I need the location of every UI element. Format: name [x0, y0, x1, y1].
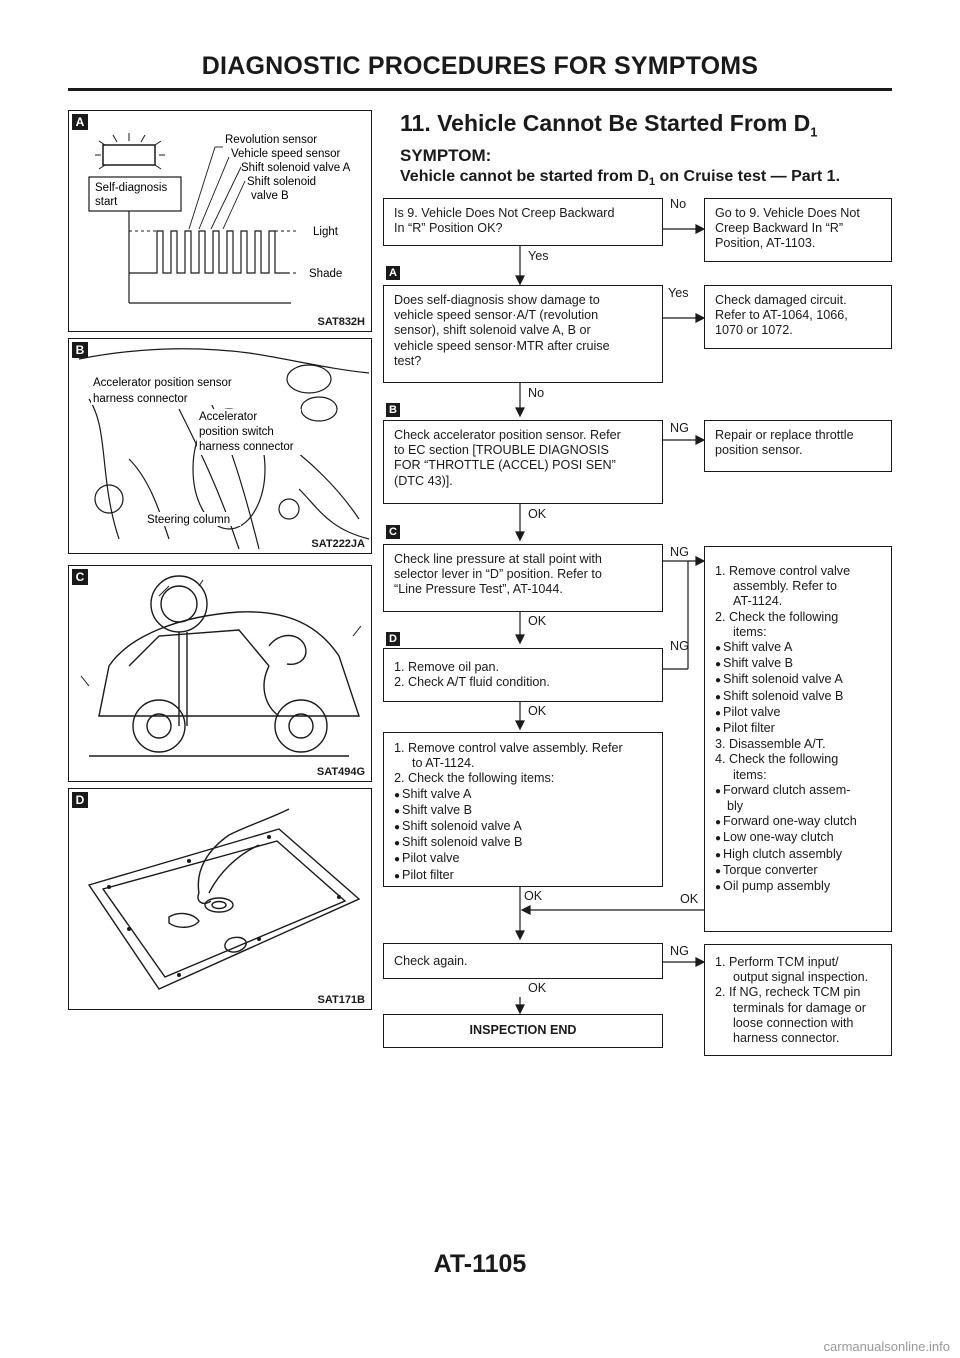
step-creep-backward-check: [383, 198, 663, 246]
bullet-text: Shift valve B: [402, 802, 473, 817]
figure-letter-c: C: [72, 569, 88, 585]
text-line: 3. Disassemble A/T.: [715, 737, 826, 752]
result-tcm-inspection: [704, 944, 892, 1056]
bullet-item: [394, 851, 654, 867]
bullet-icon: ●: [715, 643, 722, 655]
symptom-text-post: on Cruise test — Part 1.: [655, 168, 841, 185]
text-line: Does self-diagnosis show damage to: [394, 293, 600, 307]
text-line: 2. Check the following: [715, 609, 839, 624]
branch-label-ok: OK: [528, 981, 547, 995]
text-line: 2. If NG, recheck TCM pin: [715, 985, 861, 1000]
branch-label-ng: NG: [670, 421, 689, 435]
label-shade: Shade: [309, 268, 343, 280]
bullet-item: [715, 721, 883, 737]
text-line: Position, AT-1103.: [715, 236, 816, 251]
symptom-text-subscript: 1: [648, 176, 656, 189]
text-line: terminals for damage or: [733, 1000, 866, 1015]
symptom-heading: SYMPTOM:: [400, 146, 492, 165]
step-letter-d: D: [386, 632, 400, 646]
branch-label-yes: Yes: [528, 249, 549, 263]
bullet-text: Low one-way clutch: [723, 830, 834, 845]
bullet-icon: ●: [715, 707, 722, 719]
figure-code-d: SAT171B: [317, 994, 365, 1006]
bullet-icon: ●: [715, 833, 722, 845]
text-line: 4. Check the following: [715, 752, 839, 767]
step-letter-a: A: [386, 266, 400, 280]
label-accelerator: Accelerator: [199, 411, 258, 423]
text-line: items:: [733, 767, 767, 782]
text-line: Check line pressure at stall point with: [394, 552, 602, 566]
bullet-icon: ●: [715, 659, 722, 671]
text-line: 2. Check A/T fluid condition.: [394, 675, 550, 690]
symptom-text-pre: Vehicle cannot be started from D: [400, 168, 649, 185]
text-line: AT-1124.: [733, 594, 783, 609]
bullet-icon: ●: [715, 865, 722, 877]
section-title-text: 11. Vehicle Cannot Be Started From D: [400, 110, 811, 136]
branch-label-no: No: [528, 386, 545, 400]
bullet-text: Shift solenoid valve B: [723, 688, 844, 703]
text-line: Is 9. Vehicle Does Not Creep Backward: [394, 206, 615, 220]
text-line: Refer to AT-1064, 1066,: [715, 308, 848, 323]
bullet-item: [715, 783, 883, 799]
bullet-item: [715, 847, 883, 863]
bullet-text: Pilot valve: [402, 851, 460, 866]
figure-letter-d: D: [72, 792, 88, 808]
bullet-item: [715, 863, 883, 879]
result-remove-control-valve: [704, 546, 892, 932]
bullet-item: [394, 835, 654, 851]
bullet-icon: ●: [394, 789, 401, 801]
text-line: Check again.: [394, 954, 468, 968]
bullet-item: [715, 705, 883, 721]
branch-label-ok: OK: [528, 614, 547, 628]
text-line: Repair or replace throttle: [715, 428, 854, 442]
bullet-icon: ●: [715, 882, 722, 894]
text-line: loose connection with: [733, 1015, 854, 1030]
branch-label-no: No: [670, 197, 687, 211]
text-line: In “R” Position OK?: [394, 221, 503, 236]
branch-label-ok: OK: [528, 507, 547, 521]
step-self-diagnosis-check: [383, 285, 663, 383]
bullet-item: [715, 640, 883, 656]
text-line: test?: [394, 353, 422, 368]
label-light: Light: [313, 226, 338, 238]
page-number: AT-1105: [433, 1250, 527, 1278]
bullet-item: [394, 868, 654, 884]
section-title-subscript: 1: [810, 124, 818, 140]
label-position-switch: position switch: [199, 426, 274, 438]
bullet-icon: ●: [394, 838, 401, 850]
bullet-text: Torque converter: [723, 862, 818, 877]
text-line: sensor), shift solenoid valve A, B or: [394, 323, 591, 338]
label-self-diagnosis: Self-diagnosis: [95, 182, 168, 194]
text-line: “Line Pressure Test”, AT-1044.: [394, 582, 563, 597]
branch-label-ng: NG: [670, 944, 689, 958]
step-accelerator-sensor-check: [383, 420, 663, 504]
text-line: Go to 9. Vehicle Does Not: [715, 206, 860, 220]
figure-letter-b: B: [72, 342, 88, 358]
bullet-item: [394, 803, 654, 819]
bullet-icon: ●: [394, 805, 401, 817]
text-line: Creep Backward In “R”: [715, 221, 844, 236]
branch-label-ok: OK: [680, 892, 699, 906]
bullet-text: Pilot filter: [402, 867, 454, 882]
bullet-icon: ●: [715, 817, 722, 829]
bullet-icon: ●: [394, 854, 401, 866]
bullet-icon: ●: [715, 691, 722, 703]
text-line: FOR “THROTTLE (ACCEL) POSI SEN”: [394, 458, 616, 473]
bullet-text: Shift solenoid valve A: [723, 672, 843, 687]
branch-label-ok: OK: [528, 704, 547, 718]
figure-code-b: SAT222JA: [311, 538, 365, 550]
text-line: 1. Perform TCM input/: [715, 955, 839, 969]
label-start: start: [95, 196, 118, 208]
bullet-text: Shift solenoid valve B: [402, 835, 523, 850]
label-vehicle-speed-sensor: Vehicle speed sensor: [231, 148, 341, 160]
bullet-text: Shift solenoid valve A: [402, 819, 522, 834]
text-line: bly: [727, 799, 744, 814]
result-repair-throttle-sensor: [704, 420, 892, 472]
bullet-text: Pilot valve: [723, 704, 781, 719]
bullet-text: Forward one-way clutch: [723, 814, 857, 829]
bullet-item: [715, 879, 883, 895]
bullet-text: High clutch assembly: [723, 846, 843, 861]
bullet-text: Forward clutch assem-: [723, 782, 851, 797]
figure-letter-a: A: [72, 114, 88, 130]
label-accelerator-position-sensor: Accelerator position sensor: [93, 377, 232, 389]
bullet-text: Shift valve A: [723, 640, 793, 655]
step-letter-b: B: [386, 403, 400, 417]
label-shift-solenoid: Shift solenoid: [247, 176, 317, 188]
text-line: harness connector.: [733, 1031, 840, 1046]
bullet-item: [715, 830, 883, 846]
text-line: output signal inspection.: [733, 970, 869, 985]
bullet-item: [715, 656, 883, 672]
figure-code-c: SAT494G: [316, 766, 365, 778]
bullet-text: Pilot filter: [723, 721, 775, 736]
text-line: 1. Remove control valve assembly. Refer: [394, 741, 623, 755]
label-valve-b: valve B: [251, 190, 289, 202]
bullet-icon: ●: [394, 822, 401, 834]
label-shift-solenoid-a: Shift solenoid valve A: [241, 162, 351, 174]
bullet-text: Shift valve A: [402, 786, 472, 801]
result-go-to-9: [704, 198, 892, 262]
text-line: assembly. Refer to: [733, 579, 838, 594]
step-line-pressure-check: [383, 544, 663, 612]
step-check-again: [383, 943, 663, 979]
text-line: selector lever in “D” position. Refer to: [394, 567, 602, 582]
bullet-text: Oil pump assembly: [723, 879, 831, 894]
label-switch-harness-connector: harness connector: [199, 441, 294, 453]
watermark: carmanualsonline.info: [823, 1339, 950, 1354]
step-oil-pan-check: [383, 648, 663, 702]
text-line: (DTC 43)].: [394, 473, 453, 488]
label-revolution-sensor: Revolution sensor: [225, 134, 318, 146]
bullet-text: Shift valve B: [723, 656, 794, 671]
bullet-item: [715, 689, 883, 705]
label-steering-column: Steering column: [147, 514, 231, 526]
text-line: 2. Check the following items:: [394, 771, 555, 786]
text-line: to AT-1124.: [412, 756, 475, 771]
text-line: Check accelerator position sensor. Refer: [394, 428, 621, 442]
text-line: 1070 or 1072.: [715, 323, 793, 338]
bullet-item: [394, 819, 654, 835]
bullet-item: [715, 672, 883, 688]
text-line: items:: [733, 624, 767, 639]
result-check-damaged-circuit: [704, 285, 892, 349]
bullet-icon: ●: [394, 870, 401, 882]
text-line: 1. Remove control valve: [715, 564, 851, 578]
label-aps-harness-connector: harness connector: [93, 393, 188, 405]
text-line: position sensor.: [715, 443, 803, 458]
inspection-end: INSPECTION END: [383, 1014, 663, 1048]
text-line: to EC section [TROUBLE DIAGNOSIS: [394, 443, 609, 458]
bullet-icon: ●: [715, 785, 722, 797]
bullet-icon: ●: [715, 675, 722, 687]
bullet-item: [394, 787, 654, 803]
text-line: vehicle speed sensor·MTR after cruise: [394, 338, 610, 353]
branch-label-ok: OK: [524, 889, 543, 903]
bullet-icon: ●: [715, 849, 722, 861]
branch-label-yes: Yes: [668, 286, 689, 300]
bullet-icon: ●: [715, 724, 722, 736]
branch-label-ng: NG: [670, 639, 689, 653]
branch-label-ng: NG: [670, 545, 689, 559]
text-line: vehicle speed sensor·A/T (revolution: [394, 308, 599, 323]
step-remove-control-valve: [383, 732, 663, 887]
text-line: Check damaged circuit.: [715, 293, 847, 307]
bullet-item: [715, 814, 883, 830]
step-letter-c: C: [386, 525, 400, 539]
page-header-title: DIAGNOSTIC PROCEDURES FOR SYMPTOMS: [201, 52, 759, 80]
figure-code-a: SAT832H: [317, 316, 365, 328]
text-line: 1. Remove oil pan.: [394, 660, 500, 674]
